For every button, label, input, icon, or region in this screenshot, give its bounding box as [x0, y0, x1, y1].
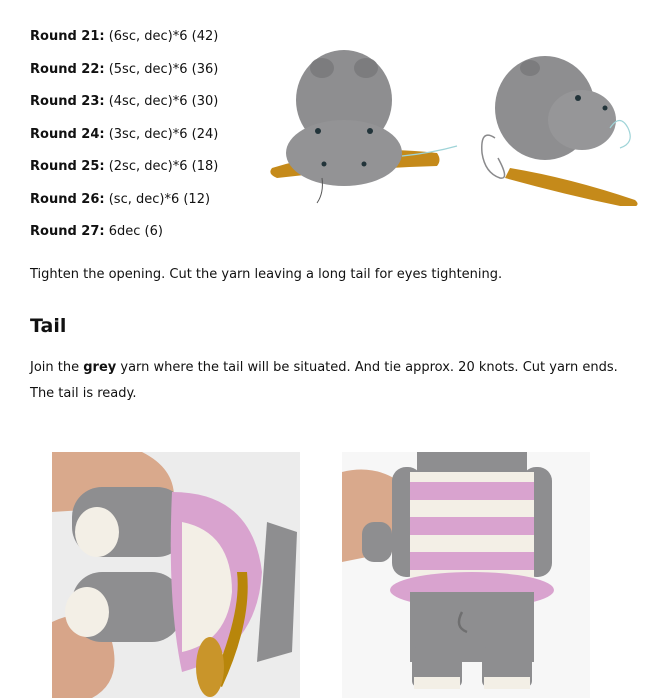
round-instruction: (6sc, dec)*6 (42) — [108, 29, 219, 44]
section-heading-tail: Tail — [30, 315, 67, 337]
round-instruction: (2sc, dec)*6 (18) — [108, 159, 219, 174]
round-label: Round 24: — [30, 126, 105, 142]
round-label: Round 22: — [30, 61, 105, 77]
round-23 — [30, 92, 270, 125]
round-instruction: (5sc, dec)*6 (36) — [108, 61, 219, 77]
tighten-instruction: Tighten the opening. Cut the yarn leaving a long tail for eyes tightening. — [30, 267, 503, 282]
rounds-list — [30, 27, 270, 255]
round-label: Round 27: — [30, 224, 105, 239]
round-label: Round 21: — [30, 29, 105, 44]
tail-text-start: Join the — [30, 360, 84, 375]
tail-instruction — [30, 355, 640, 407]
round-instruction: (sc, dec)*6 (12) — [108, 191, 211, 207]
round-instruction: 6dec (6) — [108, 224, 163, 239]
tail-text-end: yarn where the tail will be situated. And tie approx. 20 knots. Cut yarn ends. The tail is ready. — [30, 360, 618, 401]
round-instruction: (4sc, dec)*6 (30) — [108, 94, 219, 109]
round-label: Round 26: — [30, 191, 105, 207]
hippo-tail-attach-photo — [52, 452, 300, 698]
round-label: Round 25: — [30, 159, 105, 174]
round-22 — [30, 60, 270, 93]
round-instruction: (3sc, dec)*6 (24) — [108, 126, 219, 142]
round-25 — [30, 157, 270, 190]
round-24 — [30, 125, 270, 158]
round-21 — [30, 27, 270, 60]
hippo-head-side-photo — [470, 28, 648, 206]
round-26 — [30, 190, 270, 223]
tail-text-yarn-color: grey — [83, 360, 117, 375]
round-27 — [30, 222, 270, 255]
round-label: Round 23: — [30, 94, 105, 109]
hippo-back-with-tail-photo — [342, 452, 590, 698]
hippo-head-front-photo — [262, 28, 467, 206]
